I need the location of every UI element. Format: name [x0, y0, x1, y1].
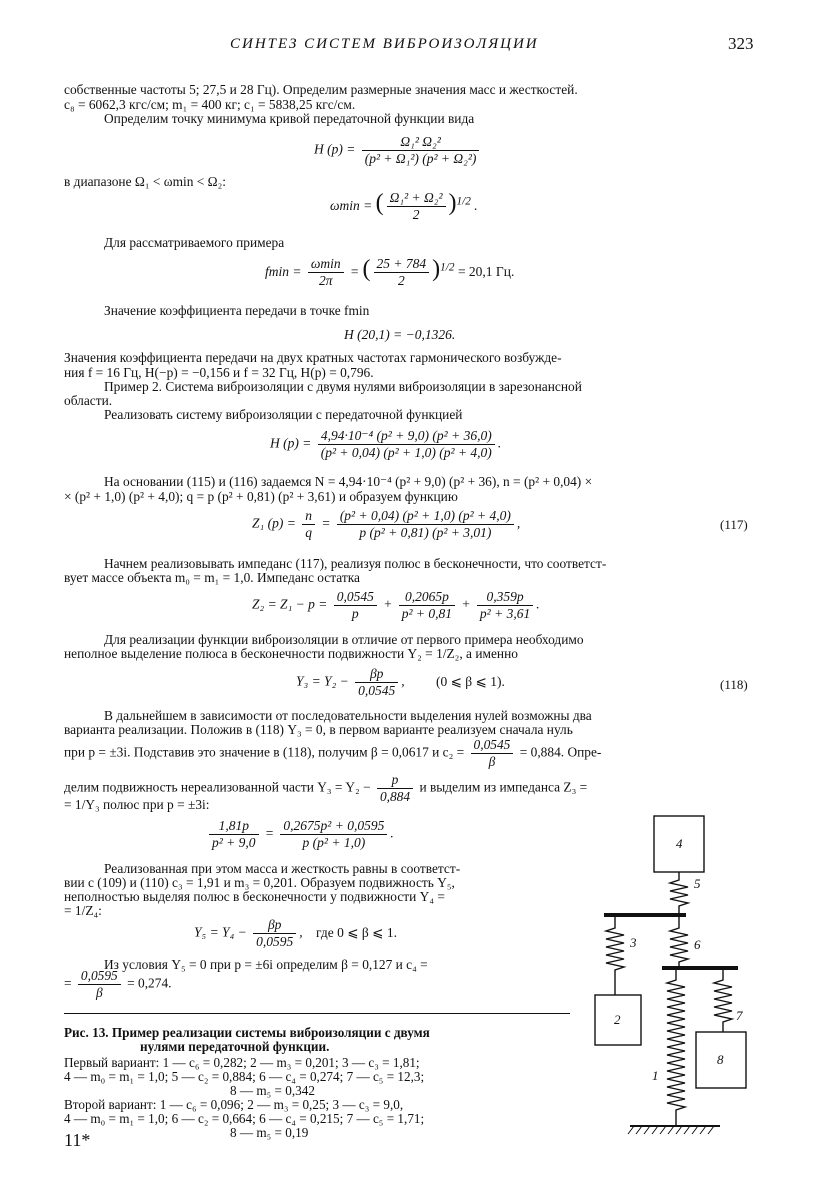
text-line: области.	[64, 393, 113, 408]
formula-transfer: H (p) = $\frac{\text{Ω₁² Ω₂²}}{\text{(p² + Ω₁²) (p² + Ω₂²)}}$	[314, 134, 482, 167]
figure-caption-title: Рис. 13. Пример реализации системы виброизоляции с двумя	[64, 1025, 430, 1040]
page-number: 323	[728, 34, 754, 53]
spring-3	[606, 917, 624, 995]
text-line: = 1/Y₃ полюс при p = ±3i:	[64, 797, 210, 812]
spring-5	[670, 872, 688, 914]
figure-label: 7	[736, 1008, 743, 1023]
text-line: c₈ = 6062,3 кгс/см; m₁ = 400 кг; c₁ = 5838,25 кгс/см.	[64, 97, 356, 112]
page-header	[0, 36, 822, 60]
printer-signature: 11*	[64, 1130, 91, 1150]
text-line: В дальнейшем в зависимости от последовательности выделения нулей возможны два	[104, 708, 592, 723]
text-line: Реализовать систему виброизоляции с передаточной функцией	[104, 407, 463, 422]
text-line: неполностью выделяя полюс в бесконечности у подвижности Y₄ =	[64, 889, 445, 904]
formula-omega-min: ωmin = ( $\frac{\text{Ω₁² + Ω₂²}}{2}$ )$^{1/2}$ .	[330, 190, 478, 223]
spring-7	[714, 970, 732, 1032]
equation-number: (118)	[720, 677, 748, 692]
formula-y5: Y₅ = Y₄ − $\frac{\beta p}{0,0595}$ , где 0 ⩽ β ⩽ 1.	[194, 917, 397, 949]
text-line: вует массе объекта m₀ = m₁ = 1,0. Импеданс остатка	[64, 570, 360, 585]
text-line: Определим точку минимума кривой передаточной функции вида	[104, 111, 475, 126]
text-line: Начнем реализовывать импеданс (117), реализуя полюс в бесконечности, что соответст-	[104, 556, 607, 571]
formula-h-value: H (20,1) = −0,1326.	[344, 327, 456, 342]
spring-6	[670, 917, 688, 968]
text-line: делим подвижность нереализованной части Y₃ = Y₂ − $\frac{p}{0,884}$ и выделим из импеданса Z₃ =	[64, 772, 588, 804]
equation-number: (117)	[720, 517, 748, 532]
text-line: варианта реализации. Положив в (118) Y₃ = 0, в первом варианте реализуем сначала нуль	[64, 722, 573, 737]
vibration-isolation-diagram	[590, 810, 770, 1150]
text-line: Значение коэффициента передачи в точке fmin	[104, 303, 370, 318]
text-line: На основании (115) и (116) задаемся N = 4,94·10⁻⁴ (p² + 9,0) (p² + 36), n = (p² + 0,04) ×	[104, 474, 593, 489]
formula-z2: Z₂ = Z₁ − p = $\frac{0,0545}{p}$ + $\frac{0,2065p}{\text{p² + 0,81}}$ + $\frac{0,359p}{\text{p² + 3,61}}$ .	[252, 589, 540, 621]
ground-hatching	[628, 1126, 714, 1134]
figure-label: 8	[717, 1052, 724, 1067]
formula-y3: Y₃ = Y₂ − $\frac{\beta p}{0,0545}$ , (0 ⩽ β ⩽ 1).	[296, 666, 505, 698]
formula-z1: Z₁ (p) = $\frac{n}{q}$ = $\frac{\text{(p² + 0,04) (p² + 1,0) (p² + 4,0)}}{\text{p (p² + 0,81) (p² + 3,01)}}$ ,	[252, 508, 521, 540]
spring-1	[667, 970, 685, 1125]
figure-label: 2	[614, 1012, 621, 1027]
formula-f-min: fmin = $\frac{\omega\min}{2\pi}$ = ( $\frac{25 + 784}{2}$ )$^{1/2}$ = 20,1 Гц.	[265, 256, 515, 289]
formula-pole-extraction: $\frac{1,81p}{\text{p² + 9,0}}$ = $\frac{\text{0,2675p² + 0,0595}}{\text{p (p² + 1,0)}}$ .	[206, 818, 394, 851]
text-line: Для рассматриваемого примера	[104, 235, 285, 250]
text-line: × (p² + 1,0) (p² + 4,0); q = p (p² + 0,81) (p² + 3,61) и образуем функцию	[64, 489, 458, 504]
text-line: собственные частоты 5; 27,5 и 28 Гц). Определим размерные значения масс и жесткостей.	[64, 82, 578, 97]
caption-variant-one: 4 — m₀ = m₁ = 1,0; 5 — c₂ = 0,884; 6 — c₄ = 0,274; 7 — c₅ = 12,3;	[64, 1069, 425, 1084]
caption-variant-two: 8 — m₅ = 0,19	[230, 1125, 309, 1140]
caption-variant-two: Второй вариант: 1 — c₆ = 0,096; 2 — m₃ = 0,25; 3 — c₃ = 9,0,	[64, 1097, 404, 1112]
text-line: неполное выделение полюса в бесконечности подвижности Y₂ = 1/Z₂, а именно	[64, 646, 518, 661]
text-line: Пример 2. Система виброизоляции с двумя нулями виброизоляции в зарезонансной	[104, 379, 582, 394]
divider	[64, 1013, 570, 1014]
figure-label: 5	[694, 876, 701, 891]
text-line: ния f = 16 Гц, H(−p) = −0,156 и f = 32 Гц, H(p) = 0,796.	[64, 365, 374, 380]
text-line: = $\frac{0,0595}{\beta}$ = 0,274.	[64, 968, 172, 1000]
caption-variant-two: 4 — m₀ = m₁ = 1,0; 6 — c₂ = 0,664; 6 — c₄ = 0,215; 7 — c₅ = 1,71;	[64, 1111, 425, 1126]
figure-caption-title: нулями передаточной функции.	[140, 1039, 330, 1054]
formula-transfer-example: H (p) = $\frac{\text{4,94·10⁻⁴ (p² + 9,0) (p² + 36,0)}}{\text{(p² + 0,04) (p² + 1,0) (p² + 4,0)}}$ .	[270, 428, 502, 460]
running-title: СИНТЕЗ СИСТЕМ ВИБРОИЗОЛЯЦИИ	[230, 36, 539, 52]
text-line: Значения коэффициента передачи на двух кратных частотах гармонического возбужде-	[64, 350, 562, 365]
figure-label: 4	[676, 836, 683, 851]
text-line: = 1/Z₄:	[64, 903, 102, 918]
figure-label: 6	[694, 937, 701, 952]
text-line: Реализованная при этом масса и жесткость равны в соответст-	[104, 861, 461, 876]
figure-label: 1	[652, 1068, 659, 1083]
text-line: Из условия Y₅ = 0 при p = ±6i определим β = 0,127 и c₄ =	[104, 957, 428, 972]
figure-label: 3	[630, 935, 637, 950]
text-line: вии с (109) и (110) c₃ = 1,91 и m₃ = 0,201. Образуем подвижность Y₅,	[64, 875, 455, 890]
text-line: Для реализации функции виброизоляции в отличие от первого примера необходимо	[104, 632, 584, 647]
caption-variant-one: Первый вариант: 1 — c₆ = 0,282; 2 — m₃ = 0,201; 3 — c₃ = 1,81;	[64, 1055, 420, 1070]
caption-variant-one: 8 — m₅ = 0,342	[230, 1083, 315, 1098]
text-line: при p = ±3i. Подставив это значение в (118), получим β = 0,0617 и c₂ = $\frac{0,0545}{\beta}$ = 0,884. Опре-	[64, 737, 602, 769]
text-line: в диапазоне Ω₁ < ωmin < Ω₂:	[64, 174, 226, 189]
